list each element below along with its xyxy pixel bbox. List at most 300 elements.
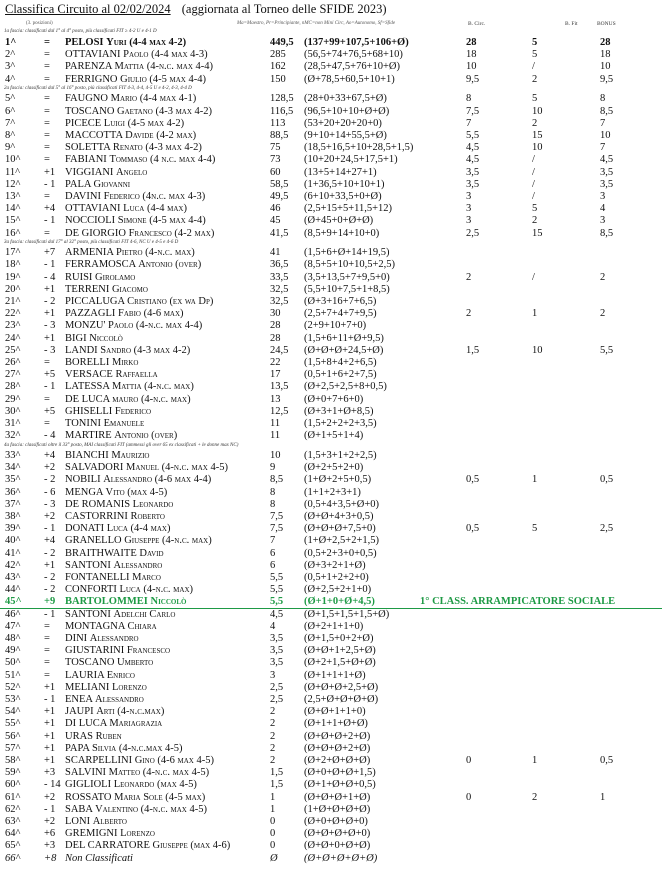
variation: = — [44, 93, 50, 105]
table-row — [0, 369, 662, 381]
category-note: (4-n.c. max) — [143, 584, 194, 596]
points: 8 — [270, 486, 276, 498]
category-note: (max 4-5) — [127, 486, 168, 498]
first-name: Gino — [134, 754, 155, 766]
variation: - 1 — [44, 178, 56, 190]
points: 7,5 — [270, 510, 284, 522]
position: 42^ — [5, 559, 21, 571]
position: 47^ — [5, 620, 21, 632]
bonus: 10 — [600, 129, 611, 141]
b-fit: 5 — [532, 37, 538, 48]
table-row — [0, 596, 662, 609]
table-row — [0, 474, 662, 486]
player-name — [65, 731, 122, 743]
position: 31^ — [5, 418, 21, 429]
b-circ: 0 — [466, 791, 472, 803]
player-name — [65, 840, 230, 852]
b-circ: 8 — [466, 93, 472, 105]
first-name: Maurizio — [111, 449, 150, 461]
points: 75 — [270, 142, 281, 154]
points-detail: (9+10+14+55,5+Ø) — [304, 129, 387, 141]
variation: +5 — [44, 405, 56, 417]
table-row — [0, 450, 662, 462]
surname: TOSCANO — [65, 657, 115, 669]
surname: PELOSI — [65, 37, 104, 48]
first-name: Niccolò — [150, 596, 187, 608]
position: 30^ — [5, 405, 21, 417]
player-name — [65, 394, 191, 406]
surname: FONTANELLI — [65, 571, 130, 583]
surname: RUISI — [65, 271, 93, 283]
surname: DE LUCA — [65, 393, 110, 405]
player-name — [65, 247, 195, 259]
table-row — [0, 272, 662, 284]
b-fit: 10 — [532, 344, 543, 356]
position: 13^ — [5, 190, 21, 202]
surname: FERRIGNO — [65, 73, 118, 85]
position: 35^ — [5, 474, 21, 486]
points: 30 — [270, 308, 281, 320]
category-note: (4 n.c. max 4-4) — [149, 154, 216, 166]
table-row — [0, 394, 662, 406]
first-name: Lorenzo — [120, 828, 155, 840]
points: 73 — [270, 154, 281, 166]
points: 6 — [270, 559, 276, 571]
points: 36,5 — [270, 259, 289, 271]
points-detail: (Ø+Ø+Ø+24,5+Ø) — [304, 344, 384, 356]
table-row — [0, 633, 662, 645]
position: 58^ — [5, 754, 21, 766]
points-detail: (0,5+4+3,5+Ø+0) — [304, 498, 380, 510]
b-circ: 7 — [466, 117, 472, 129]
points-detail: (Ø+Ø+1+1+0) — [304, 706, 366, 718]
points: 128,5 — [270, 93, 294, 105]
variation: = — [44, 645, 50, 657]
player-name — [65, 462, 228, 474]
table-row — [0, 357, 662, 369]
first-name: Antonio — [138, 259, 173, 271]
points-detail: (Ø+1+1+Ø+Ø) — [304, 718, 368, 730]
player-name — [65, 167, 147, 179]
category-note: (4-2 max) — [156, 129, 197, 141]
category-note: (4-4 max 4-2) — [129, 37, 187, 48]
player-name — [65, 474, 211, 486]
variation: = — [44, 669, 50, 681]
position: 54^ — [5, 706, 21, 718]
first-name: Federico — [114, 405, 152, 417]
surname: TOSCANO — [65, 105, 115, 117]
points-detail: (6+10+33,5+0+Ø) — [304, 190, 382, 202]
variation: - 2 — [44, 547, 56, 559]
first-name: Giuseppe — [152, 840, 188, 852]
points-detail: (1,5+8+4+2+6,5) — [304, 357, 377, 368]
title-subtitle: (aggiornata al Torneo delle SFIDE 2023) — [181, 2, 387, 16]
document-title — [5, 2, 386, 17]
position: 46^ — [5, 608, 21, 620]
position: 1^ — [5, 37, 17, 48]
bonus: 4 — [600, 203, 606, 215]
bonus: 8,5 — [600, 227, 614, 239]
player-name — [65, 828, 155, 840]
b-circ: 2,5 — [466, 227, 480, 239]
player-name — [65, 523, 170, 535]
b-circ: 7,5 — [466, 105, 480, 117]
position: 22^ — [5, 308, 21, 320]
first-name: Umberto — [117, 657, 154, 669]
variation: = — [44, 154, 50, 166]
player-name — [65, 142, 202, 154]
surname: BIANCHI — [65, 449, 109, 461]
position: 32^ — [5, 430, 21, 442]
points: 45 — [270, 215, 281, 227]
surname: SALVADORI — [65, 462, 124, 474]
player-name — [65, 284, 148, 296]
points-detail: (Ø+Ø+1+2,5+Ø) — [304, 645, 376, 657]
surname: PICECE — [65, 117, 102, 129]
table-row — [0, 657, 662, 669]
bonus: 7 — [600, 142, 606, 154]
player-name — [65, 779, 197, 791]
category-note: (4-3 max 4-2) — [155, 105, 213, 117]
variation: = — [44, 620, 50, 632]
table-row — [0, 523, 662, 535]
surname: OTTAVIANI — [65, 49, 121, 61]
table-row — [0, 418, 662, 430]
variation: - 2 — [44, 474, 56, 486]
position: 16^ — [5, 227, 21, 239]
position: 12^ — [5, 178, 21, 190]
band-label: 2a fascia: classificati dal 5° al 16° posto, più classificati FIT 4-3, 4-4, 4-5 U e 4-2, 4-3, 4-4 D — [4, 86, 192, 92]
variation: +9 — [44, 596, 56, 608]
variation: +3 — [44, 840, 56, 852]
first-name: Sandro — [100, 344, 132, 356]
variation: +2 — [44, 510, 56, 522]
points: 4,5 — [270, 608, 284, 620]
surname: LATESSA — [65, 381, 110, 393]
surname: SABA — [65, 803, 93, 815]
points-detail: (0,5+2+3+0+0,5) — [304, 547, 377, 559]
variation: = — [44, 657, 50, 669]
surname: VIGGIANI — [65, 166, 114, 178]
band-label: 4a fascia: classificati oltre il 33° posto, MAI classificati FIT (ammessi gli over 65 ex classificati + le donne max NC) — [4, 442, 239, 448]
points-detail: (0,5+1+2+2+0) — [304, 571, 369, 583]
surname: DE GIORGIO — [65, 227, 126, 239]
points-detail: (Ø+Ø+Ø+2+Ø) — [304, 742, 371, 754]
points: 2 — [270, 742, 276, 754]
first-name: Giovanni — [93, 178, 131, 190]
table-row — [0, 118, 662, 130]
points: 28 — [270, 332, 281, 344]
table-row — [0, 767, 662, 779]
player-name — [65, 381, 194, 393]
points: 3,5 — [270, 657, 284, 669]
points-detail: (Ø+Ø+Ø+2+Ø) — [304, 730, 371, 742]
variation: = — [44, 632, 50, 644]
player-name — [65, 535, 212, 547]
table-row — [0, 406, 662, 418]
surname: BIGI — [65, 332, 87, 344]
table-row — [0, 731, 662, 743]
table-row — [0, 320, 662, 332]
table-row — [0, 804, 662, 816]
points: 58,5 — [270, 178, 289, 190]
variation: - 6 — [44, 486, 56, 498]
category-note: (max 4-5) — [156, 779, 197, 791]
variation: - 4 — [44, 430, 56, 442]
b-fit: / — [532, 271, 535, 283]
player-name — [65, 272, 135, 284]
first-name: Vito — [105, 486, 125, 498]
band-label: 3a fascia: classificati dal 17° al 32° posto, più classificati FIT 4-6, NC U e 4-5 e 4-6 D — [4, 240, 179, 246]
category-note: (4-n.c. max 4-5) — [142, 767, 210, 779]
points-detail: (Ø+0+Ø+Ø+0) — [304, 815, 368, 827]
player-name — [65, 682, 147, 694]
surname: FAUGNO — [65, 93, 108, 105]
first-name: Chiara — [127, 620, 157, 632]
variation: +8 — [44, 852, 57, 864]
table-row — [0, 840, 662, 852]
variation: = — [44, 190, 50, 202]
points: 11 — [270, 430, 281, 442]
position: 39^ — [5, 523, 21, 535]
points: 2,5 — [270, 693, 284, 705]
first-name: Mattia — [111, 381, 142, 393]
surname: MARTIRE — [65, 430, 112, 442]
variation: +1 — [44, 730, 56, 742]
category-note: (4-n.c. max 4-5) — [161, 462, 228, 474]
points-detail: (56,5+74+76,5+68+10) — [304, 49, 403, 61]
table-row — [0, 584, 662, 596]
category-note: (4-n.c. max) — [144, 381, 194, 393]
variation: +1 — [44, 559, 56, 571]
variation: - 1 — [44, 803, 56, 815]
points-detail: (1+Ø+Ø+Ø+Ø) — [304, 803, 371, 815]
position: 34^ — [5, 462, 21, 474]
category-note: (4-5 max 4-4) — [149, 215, 206, 227]
table-row — [0, 154, 662, 166]
points-detail: (Ø+2+1+1+0) — [304, 620, 364, 632]
player-name — [65, 596, 186, 608]
category-note: (4-6 max) — [143, 308, 184, 320]
b-circ: 0 — [466, 754, 472, 766]
points: 24,5 — [270, 344, 289, 356]
category-note: (4-5 max 4-2) — [127, 117, 185, 129]
table-row — [0, 167, 662, 179]
player-name — [65, 804, 207, 816]
points: 5,5 — [270, 584, 284, 596]
first-name: Cristiano — [127, 296, 167, 307]
b-circ: 3 — [466, 190, 472, 202]
table-row — [0, 308, 662, 320]
table-row — [0, 61, 662, 73]
surname: DAVINI — [65, 190, 101, 202]
first-name: Simone — [117, 215, 147, 227]
position: 15^ — [5, 215, 21, 227]
table-row — [0, 191, 662, 203]
player-name — [65, 179, 130, 191]
first-name: Ruben — [95, 730, 122, 742]
points-detail: (Ø+2+Ø+Ø+Ø) — [304, 754, 371, 766]
points: Ø — [270, 852, 278, 864]
points: 32,5 — [270, 283, 289, 295]
category-note: (4-6 max 4-4) — [154, 474, 212, 486]
b-circ: 3 — [466, 203, 472, 215]
first-name: Paolo — [108, 320, 134, 332]
points: 4 — [270, 620, 276, 632]
category-note: (4-4 max 4-1) — [139, 93, 197, 105]
first-name: Matteo — [108, 767, 141, 779]
points: 49,5 — [270, 190, 289, 202]
position: 53^ — [5, 693, 21, 705]
points: 32,5 — [270, 296, 289, 307]
player-name — [65, 320, 202, 332]
variation: - 1 — [44, 608, 56, 620]
player-name — [65, 743, 183, 755]
surname: URAS — [65, 730, 94, 742]
category-note: (4-n.c. max) — [162, 535, 212, 547]
first-name: Niccolò — [89, 332, 123, 344]
points-detail: (Ø+1+1+1+Ø) — [304, 669, 366, 681]
points-detail: (8,5+5+10+10,5+2,5) — [304, 259, 396, 271]
points-detail: (Ø+Ø+Ø+Ø+0) — [304, 828, 371, 840]
points-detail: (Ø+Ø+Ø+7,5+0) — [304, 523, 376, 535]
variation: +4 — [44, 535, 56, 547]
table-row — [0, 49, 662, 61]
variation: = — [44, 37, 50, 48]
table-row — [0, 792, 662, 804]
b-fit: 15 — [532, 227, 543, 239]
player-name — [65, 621, 157, 633]
first-name: Valentino — [95, 803, 139, 815]
variation: = — [44, 227, 50, 239]
bonus: 10 — [600, 61, 611, 73]
first-name: Giacomo — [111, 283, 148, 295]
points-detail: (2,5+Ø+Ø+Ø+Ø) — [304, 693, 379, 705]
b-circ: 0,5 — [466, 474, 480, 486]
variation: = — [44, 142, 50, 154]
first-name: Alessandro — [89, 632, 139, 644]
surname: ROSSATO — [65, 791, 112, 803]
surname: SANTONI — [65, 559, 111, 571]
first-name: Raffaella — [115, 369, 158, 381]
points: 1,5 — [270, 779, 284, 791]
points-detail: (1,5+3+1+2+2,5) — [304, 449, 377, 461]
table-row — [0, 179, 662, 191]
points: 12,5 — [270, 405, 289, 417]
bonus: 2 — [600, 308, 606, 320]
table-row — [0, 381, 662, 393]
points: 449,5 — [270, 37, 294, 48]
first-name: Mario — [110, 93, 138, 105]
b-circ: 3,5 — [466, 166, 480, 178]
surname: TERRENI — [65, 283, 110, 295]
variation: +1 — [44, 718, 56, 730]
first-name: Francesco — [126, 645, 171, 657]
surname: DI LUCA — [65, 718, 107, 730]
position: 44^ — [5, 584, 21, 596]
category-note: (4n.c. max 4-3) — [142, 190, 206, 202]
category-note: (4-4 max) — [130, 523, 171, 535]
surname: LANDI — [65, 344, 98, 356]
table-row — [0, 130, 662, 142]
variation: +2 — [44, 791, 56, 803]
points-detail: (Ø+1+0+Ø+4,5) — [304, 596, 375, 608]
first-name: Antonio — [114, 430, 149, 442]
table-row — [0, 228, 662, 240]
first-name: Gaetano — [117, 105, 153, 117]
points-detail: (2+9+10+7+0) — [304, 320, 367, 332]
table-row — [0, 609, 662, 621]
points-detail: (8,5+9+14+10+0) — [304, 227, 380, 239]
points-detail: (1,5+6+11+Ø+9,5) — [304, 332, 384, 344]
table-row — [0, 37, 662, 49]
b-circ: 9,5 — [466, 73, 480, 85]
first-name: Alessandro — [113, 559, 163, 571]
category-note: (4-5 max) — [165, 791, 206, 803]
position: 6^ — [5, 105, 16, 117]
surname: LONI — [65, 815, 91, 827]
surname: CASTORRINI — [65, 510, 128, 522]
b-circ: 2 — [466, 308, 472, 320]
variation: +1 — [44, 283, 56, 295]
bonus: 0,5 — [600, 474, 614, 486]
points: 60 — [270, 166, 281, 178]
points: 11 — [270, 418, 281, 429]
surname: GIGLIOLI — [65, 779, 112, 791]
bonus: 18 — [600, 49, 611, 61]
points-detail: (1+36,5+10+10+1) — [304, 178, 385, 190]
table-row — [0, 682, 662, 694]
points: 8,5 — [270, 474, 284, 486]
surname: PICCALUGA — [65, 296, 125, 307]
table-row — [0, 828, 662, 840]
points-detail: (1+1+2+3+1) — [304, 486, 361, 498]
b-fit: 2 — [532, 117, 538, 129]
points-detail: (Ø+Ø+4+3+0,5) — [304, 510, 374, 522]
points: 150 — [270, 73, 286, 85]
category-note: (4-n.c. max) — [145, 247, 195, 259]
b-fit: 15 — [532, 129, 543, 141]
surname: BORELLI — [65, 357, 110, 368]
player-name — [65, 49, 208, 61]
points-detail: (53+20+20+20+0) — [304, 117, 382, 129]
column-header-bonus: BONUS — [597, 21, 616, 27]
player-name — [65, 333, 123, 345]
points-detail: (2,5+15+5+11,5+12) — [304, 203, 393, 215]
table-row — [0, 203, 662, 215]
points: 46 — [270, 203, 281, 215]
points-detail: (3,5+13,5+7+9,5+0) — [304, 271, 390, 283]
first-name: Mariagrazia — [109, 718, 163, 730]
points-detail: (Ø+2+1,5+Ø+Ø) — [304, 657, 376, 669]
points: 22 — [270, 357, 281, 368]
points-detail: (Ø+2,5+2,5+8+0,5) — [304, 381, 387, 393]
position: 28^ — [5, 381, 21, 393]
player-name — [65, 191, 205, 203]
first-name: Leonardo — [113, 779, 155, 791]
table-row — [0, 706, 662, 718]
surname: MONZU' — [65, 320, 106, 332]
surname: VERSACE — [65, 369, 113, 381]
bonus: 8 — [600, 93, 606, 105]
surname: DEL CARRATORE — [65, 840, 150, 852]
table-row — [0, 755, 662, 767]
points: 41 — [270, 247, 281, 259]
points-detail: (28,5+47,5+76+10+Ø) — [304, 61, 401, 73]
player-name — [65, 259, 201, 271]
b-circ: 18 — [466, 49, 477, 61]
surname: NOCCIOLI — [65, 215, 116, 227]
